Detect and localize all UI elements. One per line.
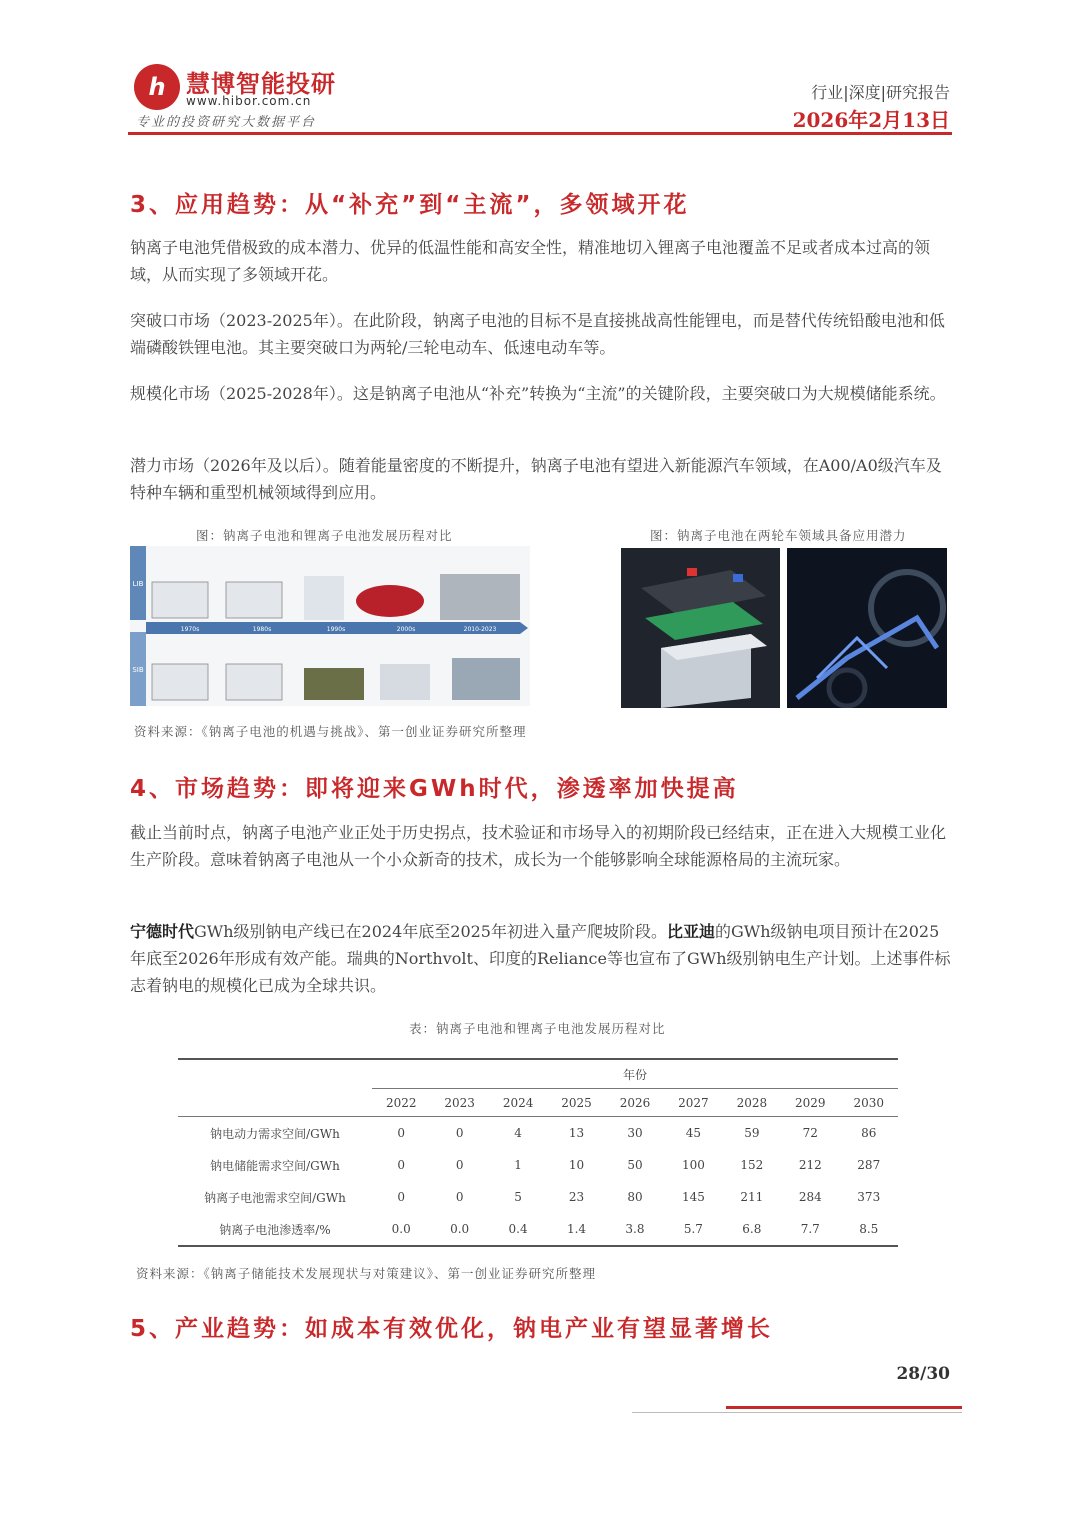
table-cell: 80 — [627, 1190, 643, 1204]
timeline-label-1990s: 1990s — [326, 626, 346, 633]
e-bike-frame-graphic — [787, 548, 947, 708]
table-cell: 3.8 — [606, 1213, 664, 1246]
catl-name: 宁德时代 — [130, 922, 195, 941]
year-header: 2030 — [840, 1089, 899, 1117]
year-header: 2024 — [489, 1089, 547, 1117]
table-corner — [178, 1059, 372, 1089]
year-header: 2029 — [781, 1089, 839, 1117]
brand-logo: h — [134, 64, 180, 110]
table-cell: 0 — [455, 1190, 464, 1204]
table-cell: 152 — [740, 1158, 764, 1172]
table-row — [178, 1117, 898, 1150]
section-3-title: 3、应用趋势：从“补充”到“主流”，多领域开花 — [130, 192, 690, 218]
section-4-paragraph-1: 截止当前时点，钠离子电池产业正处于历史拐点，技术验证和市场导入的初期阶段已经结束，正在进入大规模工业化生产阶段。意味着钠离子电池从一个小众新奇的技术，成长为一个能够影响全球能源格局的主流玩家。 — [130, 823, 947, 869]
sodium-battery-demand-table — [178, 1058, 898, 1247]
row-label: 钠离子电池渗透率/% — [178, 1213, 372, 1246]
timeline-label-2000s: 2000s — [396, 626, 416, 633]
table-cell: 13 — [568, 1126, 585, 1140]
timeline-label-2010-2023: 2010-2023 — [463, 626, 497, 633]
battery-timeline-figure — [130, 546, 530, 706]
year-header: 2028 — [723, 1089, 781, 1117]
e-bike-frame-image — [787, 548, 947, 708]
table-cell: 212 — [798, 1158, 822, 1172]
section-4-title: 4、市场趋势：即将迎来GWh时代，渗透率加快提高 — [130, 776, 739, 802]
brand-name: 慧博智能投研 — [186, 70, 336, 98]
table-row — [178, 1213, 898, 1246]
section-4-paragraph-2 — [130, 918, 952, 999]
table-cell: 0 — [397, 1158, 406, 1172]
footer-rule — [632, 1412, 962, 1413]
table-cell: 72 — [802, 1126, 818, 1140]
table-row — [178, 1181, 898, 1213]
table-cell: 30 — [627, 1126, 643, 1140]
year-header: 2025 — [547, 1089, 605, 1117]
table-cell: 7.7 — [781, 1213, 839, 1246]
report-date: 2026年2月13日 — [792, 108, 950, 132]
table-cell: 287 — [857, 1158, 881, 1172]
table-cell: 6.8 — [723, 1213, 781, 1246]
table-year-corner — [178, 1089, 372, 1117]
table-cell: 59 — [744, 1126, 760, 1140]
table-cell: 100 — [681, 1158, 705, 1172]
report-type: 行业|深度|研究报告 — [811, 83, 950, 102]
year-header: 2026 — [606, 1089, 664, 1117]
table-source: 资料来源：《钠离子储能技术发展现状与对策建议》、第一创业证券研究所整理 — [136, 1266, 597, 1281]
table-cell: 0 — [397, 1126, 406, 1140]
timeline-label-1980s: 1980s — [252, 626, 272, 633]
battery-pack-image — [621, 548, 780, 708]
header-divider — [128, 132, 952, 135]
section-5-title: 5、产业趋势：如成本有效优化，钠电产业有望显著增长 — [130, 1316, 774, 1342]
table-cell: 5 — [514, 1190, 522, 1204]
table-group-header: 年份 — [372, 1059, 898, 1089]
year-header: 2027 — [664, 1089, 722, 1117]
table-caption: 表：钠离子电池和锂离子电池发展历程对比 — [409, 1021, 666, 1036]
table-cell: 45 — [685, 1126, 702, 1140]
table-cell: 0.0 — [372, 1213, 430, 1246]
footer-accent-rule — [726, 1406, 962, 1409]
table-cell: 10 — [568, 1158, 585, 1172]
brand-slogan: 专业的投资研究大数据平台 — [136, 115, 317, 130]
brand-url[interactable]: www.hibor.com.cn — [186, 94, 312, 108]
table-cell: 0 — [397, 1190, 406, 1204]
section-4-paragraph-2-part-1: GWh级别钠电产线已在2024年底至2025年初进入量产爬坡阶段。 — [194, 922, 667, 941]
section-3-paragraph-2: 突破口市场（2023-2025年）。在此阶段，钠离子电池的目标不是直接挑战高性能锂电，而是替代传统铅酸电池和低端磷酸铁锂电池。其主要突破口为两轮/三轮电动车、低速电动车等。 — [130, 311, 945, 357]
byd-name: 比亚迪 — [667, 922, 716, 941]
table-cell: 1 — [514, 1158, 522, 1172]
timeline-label-1970s: 1970s — [180, 626, 200, 633]
row-label: 钠离子电池需求空间/GWh — [204, 1190, 346, 1205]
table-cell: 211 — [740, 1190, 764, 1204]
figure-1-caption: 图：钠离子电池和锂离子电池发展历程对比 — [196, 528, 453, 543]
table-cell: 1.4 — [547, 1213, 605, 1246]
figure-2-caption: 图：钠离子电池在两轮车领域具备应用潜力 — [650, 528, 907, 543]
section-4-paragraph-2-part-2: 的GWh级钠电项目预计在2025年底至2026年形成有效产能。瑞典的Northvolt、印度的Reliance等也宣布了GWh级别钠电生产计划。上述事件标志着钠电的规模化已成为全球共识。 — [130, 922, 951, 995]
table-cell: 0 — [455, 1158, 464, 1172]
battery-timeline-graphic — [130, 546, 530, 706]
battery-pack-graphic — [621, 548, 780, 708]
table-cell: 0 — [455, 1126, 464, 1140]
page-number: 28/30 — [896, 1364, 950, 1384]
table-cell: 5.7 — [664, 1213, 722, 1246]
table-cell: 145 — [681, 1190, 705, 1204]
table-cell: 8.5 — [840, 1213, 899, 1246]
table-cell: 50 — [627, 1158, 643, 1172]
table-cell: 0.0 — [430, 1213, 488, 1246]
lib-row-label: LIB — [132, 580, 144, 588]
section-3-paragraph-3: 规模化市场（2025-2028年）。这是钠离子电池从“补充”转换为“主流”的关键阶段，主要突破口为大规模储能系统。 — [130, 384, 946, 403]
section-3-paragraph-1: 钠离子电池凭借极致的成本潜力、优异的低温性能和高安全性，精准地切入锂离子电池覆盖不足或者成本过高的领域，从而实现了多领域开花。 — [130, 238, 931, 284]
year-header: 2022 — [372, 1089, 430, 1117]
table-cell: 23 — [568, 1190, 585, 1204]
section-3-paragraph-4: 潜力市场（2026年及以后）。随着能量密度的不断提升，钠离子电池有望进入新能源汽车领域，在A00/A0级汽车及特种车辆和重型机械领域得到应用。 — [130, 456, 942, 502]
table-cell: 284 — [798, 1190, 822, 1204]
sib-row-label: SIB — [132, 666, 144, 674]
row-label: 钠电动力需求空间/GWh — [210, 1126, 340, 1141]
table-cell: 373 — [857, 1190, 881, 1204]
table-row — [178, 1149, 898, 1181]
table-cell: 86 — [861, 1126, 877, 1140]
table-cell: 4 — [514, 1126, 522, 1140]
year-header: 2023 — [430, 1089, 488, 1117]
table-group-header-row — [178, 1059, 898, 1089]
table-cell: 0.4 — [489, 1213, 547, 1246]
row-label: 钠电储能需求空间/GWh — [210, 1158, 340, 1173]
table-year-row — [178, 1089, 898, 1117]
figure-source: 资料来源：《钠离子电池的机遇与挑战》、第一创业证券研究所整理 — [134, 724, 527, 739]
